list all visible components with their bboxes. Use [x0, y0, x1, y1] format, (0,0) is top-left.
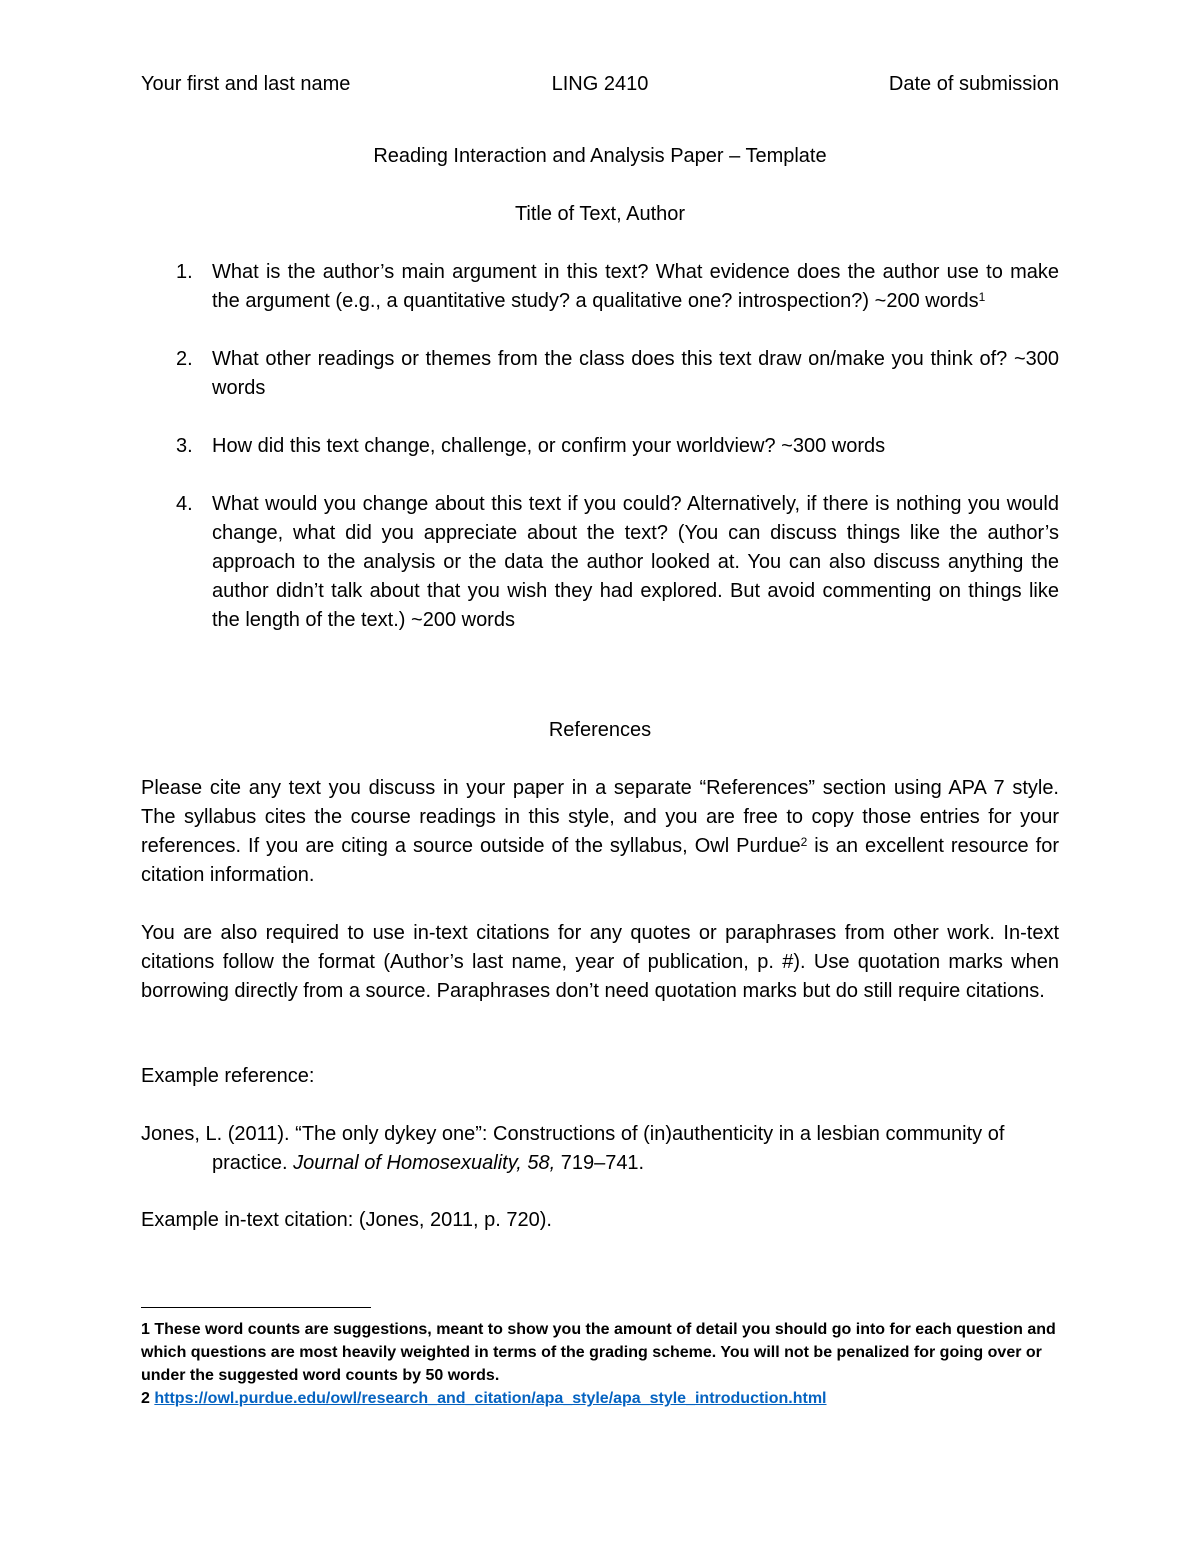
page-header	[141, 70, 1059, 99]
question-text: How did this text change, challenge, or confirm your worldview? ~300 words	[212, 435, 886, 457]
question-text: What is the author’s main argument in this text? What evidence does the author use to make the argument (e.g., a quantitative study? a qualitative one? introspection?) ~200 words	[212, 261, 1059, 312]
footnote-1	[141, 1318, 1059, 1387]
footnote-ref[interactable]: 1	[978, 290, 986, 304]
example-reference-journal: Journal of Homosexuality, 58,	[293, 1152, 556, 1174]
question-number: 1.	[176, 261, 193, 283]
question-list	[141, 258, 1059, 664]
footnote-ref[interactable]: 2	[800, 835, 808, 849]
document-subtitle: Title of Text, Author	[514, 203, 686, 225]
example-reference-pages: 719–741.	[555, 1152, 645, 1174]
references-instructions-text: Please cite any text you discuss in your paper in a separate “References” section using APA 7 style. The syllabus cites the course readings in this style, and you are free to copy those entries for your references. If you are citing a source outside of the syllabus, Owl Purdue	[141, 777, 1059, 857]
footnote-number: 2	[141, 1390, 150, 1407]
question-item	[141, 490, 1059, 635]
question-text: What would you change about this text if you could? Alternatively, if there is nothing you would change, what did you appreciate about the text? (You can discuss things like the author’s approach to the analysis or the data the author looked at. You can also discuss anything the author didn’t talk about that you wish they had explored. But avoid commenting on things like the length of the text.) ~200 words	[212, 493, 1059, 631]
footnote-2	[141, 1387, 1059, 1410]
question-number: 3.	[176, 435, 193, 457]
question-item	[141, 258, 1059, 316]
header-student-name: Your first and last name	[141, 73, 351, 95]
example-intext-citation: Example in-text citation: (Jones, 2011, p. 720).	[141, 1209, 552, 1231]
example-reference-label: Example reference:	[141, 1065, 315, 1087]
question-number: 4.	[176, 493, 193, 515]
header-course: LING 2410	[551, 73, 649, 95]
intext-citation-instructions: You are also required to use in-text citations for any quotes or paraphrases from other work. In-text citations follow the format (Author’s last name, year of publication, p. #). Use quotation marks when borrowing directly from a source. Paraphrases don’t need quotation marks but do still require citations.	[141, 922, 1059, 1002]
question-item	[141, 432, 1059, 461]
example-reference	[141, 1120, 1059, 1178]
references-instructions-text-end: is an excellent resource for citation information.	[141, 835, 1060, 886]
header-date: Date of submission	[888, 73, 1059, 95]
references-instructions	[141, 774, 1059, 890]
example-reference-text: Jones, L. (2011). “The only dykey one”: Constructions of (in)authenticity in a lesbian community of practice.	[141, 1123, 1005, 1174]
question-number: 2.	[176, 348, 193, 370]
owl-purdue-link[interactable]: https://owl.purdue.edu/owl/research_and_citation/apa_style/apa_style_introduction.html	[154, 1390, 827, 1407]
footnote-separator	[141, 1307, 371, 1308]
footnote-number: 1	[141, 1321, 150, 1338]
question-text: What other readings or themes from the class does this text draw on/make you think of? ~300 words	[212, 348, 1059, 399]
footnote-text: These word counts are suggestions, meant to show you the amount of detail you should go into for each question and which questions are most heavily weighted in terms of the grading scheme. You will not be penalized for going over or under the suggested word counts by 50 words.	[141, 1321, 1056, 1384]
references-heading: References	[548, 719, 652, 741]
question-item	[141, 345, 1059, 403]
footnotes	[141, 1318, 1059, 1410]
document-title: Reading Interaction and Analysis Paper – Template	[373, 145, 827, 167]
